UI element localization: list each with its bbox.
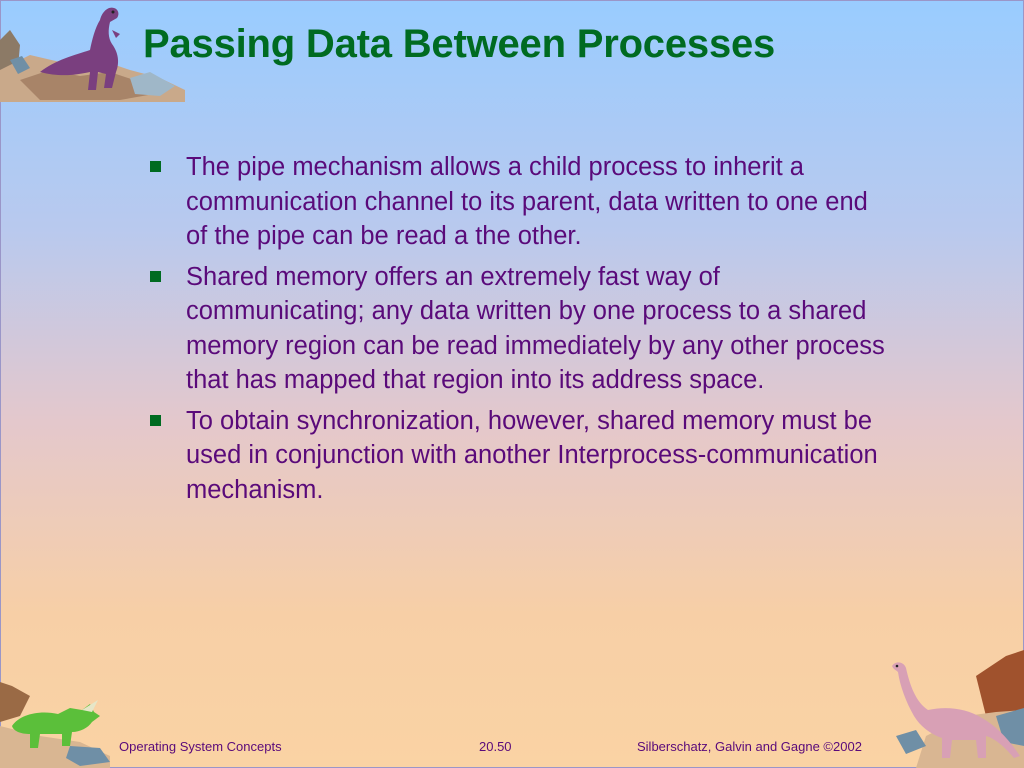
bullet-text: Shared memory offers an extremely fast way of communicating; any data written by one process to a shared memory region can be read immediately by any other process that has mapped that region into its address space.	[186, 262, 885, 394]
triceratops-illustration	[0, 676, 112, 768]
brontosaurus-illustration	[886, 646, 1024, 768]
bullet-item	[150, 404, 890, 508]
square-bullet-icon	[150, 271, 161, 282]
square-bullet-icon	[150, 415, 161, 426]
slide-title: Passing Data Between Processes	[143, 22, 776, 66]
footer-copyright: Silberschatz, Galvin and Gagne ©2002	[637, 739, 862, 754]
bullet-text: The pipe mechanism allows a child process to inherit a communication channel to its parent, data written to one end of the pipe can be read a the other.	[186, 153, 868, 250]
footer-page-number: 20.50	[479, 739, 512, 754]
bullet-text: To obtain synchronization, however, shared memory must be used in conjunction with another Interprocess-communication mechanism.	[186, 406, 878, 504]
bullet-item	[150, 260, 890, 398]
square-bullet-icon	[150, 161, 161, 172]
bullet-list	[150, 150, 890, 513]
footer-course-title: Operating System Concepts	[119, 739, 282, 754]
bullet-item	[150, 150, 890, 254]
